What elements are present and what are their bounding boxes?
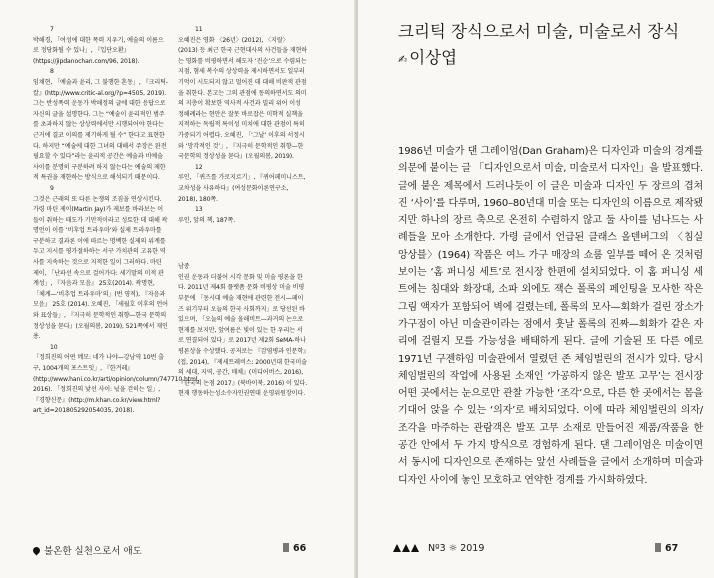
- endnote-number: 11: [195, 26, 203, 33]
- left-page: [0, 0, 356, 578]
- endnote-9: [33, 184, 168, 343]
- page-number-text: 66: [293, 543, 307, 554]
- endnote-number: 13: [195, 206, 203, 214]
- endnote-text: 「정희진의 어떤 메모: 네가 나야—강남역 10번 출구, 1004개의 포스트잇」, 『한겨레』(http://www.hani.co.kr/arti/opinion/column/747710.html, 2016). 「정희진의 낯선 사이: 넋을 걷히는 일」, 『경향신문』(http://m.khan.co.kr/view.html?art_id=201805292054035, 2018).: [33, 354, 200, 415]
- author-name: 이상엽: [409, 48, 458, 67]
- endnote-text: 그것은 근래의 또 다른 논쟁의 조짐을 연상시킨다. 가령 마틴 제이(Martin Jay)가 제보를 바라보는 이들이 취하는 태도가 기만적이라고 성토한 데 대해 곽명언이 이를 ‘비후업 트라우마’와 실제 트라우마를 구분하고 결과론 이에 따르는 명백한 실제의 위계를 두고 지시를 평가절하하는 서구 가치관의 고유한 역사를 지속하는 것으로 지적한 일이 그러하다. 마틴 제이, 「난파선 속으로 걸어가다: 세기말의 미적 관계성」, 『자음과 모음』 25호(2014). 곽명현, 「체계―‘비추업 트라우마’의」(번 영적), 『자음과 모음』 25호 (2014). 오혜진, 「세월호 이후의 언어와 표상들」, 『지극히 문학적인 취향―한국 문학의 정상성을 묻다』(오월의봄, 2019), 521쪽에서 재인용.: [33, 195, 168, 341]
- right-footer-issue: [393, 543, 484, 554]
- square-icon: [283, 543, 289, 552]
- endnote-text: 임채현, 「예술과 윤리, 그 불행한 혼동」, 『크리틱-칼』(http://www.critic-al.org/?p=4505, 2019). 그는 반성폭력 운동가 박해정의 글에 대한 응답으로 자신의 글을 설명한다. 그는 “예술이 윤리적인 범주를 초과하지 않는 상상력에서만 시행되어야 한다는 근거에 결코 이의를 제기하게 될 수” 한다고 표현한다. 하지만 “예술에 대한 그녀의 대해서 주장은 완전 필요할 수 있다”라는 윤리적 공간은 예술과 비예술 사이를 분명히 구분하려 하지 않는다는 예술의 제한적 특권을 재한하는 방식으로 해석되기 때문이다.: [33, 78, 168, 182]
- page-number-text: 67: [665, 543, 679, 554]
- right-page-number: [655, 543, 678, 554]
- endnote-number: 8: [50, 68, 54, 76]
- article-author: [398, 46, 457, 72]
- endnote-number: 7: [50, 26, 54, 33]
- article-title-text: 크리틱 장식으로서 미술, 미술로서 장식: [398, 22, 680, 41]
- author-bio: 남중 인권 운동과 더불어 시각 문화 및 미술 평론을 한다. 2011년 제4회 플랫폼 문화 비평상 미술 비평 부문에 「동시대 예술 재현에 관련한 전시—페이즈 위기부터 오늘의 한국 사회까지」로 당선된 바 있으며, 「오늘의 예술 올해비트—과거의 논으로 현재를 보지만, 앞여름은 빛이 있는 한 우리는 서로 연결되어 있다」로 2017년 제2회 SeMA-하나 평론상을 수상했다. 공저로는 『감염병과 인문학』(접, 2014), 『제세트레비스: 2000년대 한국미술의 세대, 지역, 공간, 매체』(미디어버스, 2016), 『한국의 논점 2017』(북바이북, 2016) 이 있다. 현재 행동하는성소수자인권연대 운영위원장이다.: [178, 263, 308, 398]
- endnote-text: 박해경, 「여성에 대한 폭력 지우기, 예술의 이름으로 정당화될 수 있나」, 『입단오환』(https://jipdanochan.com/96, 2018).: [33, 36, 164, 65]
- hand-icon: ✍: [398, 53, 408, 66]
- endnote-text: 루인, 「퀴즈를 가로지르기」, 『퀴어페미니스트, 교차성을 사유하다』(여성문화이론연구소, 2018), 180쪽.: [178, 174, 306, 203]
- left-page-number: [283, 543, 306, 554]
- article-body: 1986년 미술가 댄 그레이엄(Dan Graham)은 디자인과 미술의 경계를 의문에 붙이는 글 「디자인으로서 미술, 미술로서 디자인」을 발표했다. 글에 붙은 제목에서 드러나듯이 이 글은 미술과 디자인 두 장르의 겹쳐진 ‘사이’를 다루며, 1960–80년대 미술 또는 디자인의 이름으로 제작됐지만 하나의 장르 축으로 온전히 수렴하지 않고 둘 사이를 넘나드는 사례들을 모아 소개한다. 가령 글에서 언급된 클래스 올덴버그의 〈침실 앙상블〉(1964) 작품은 여느 가구 매장의 쇼룸 일부를 떼어 온 것처럼 보이는 ‘홈 퍼니싱 세트’로 전시장 한편에 설치되었다. 이 홈 퍼니싱 세트에는 침대와 화장대, 소파 외에도 잭슨 폴록의 페인팅을 모사한 작은 그림 액자가 포함되어 벽에 걸렸는데, 폴록의 모사—회화가 걸린 장소가 가구점이 아닌 미술관이라는 점에서 훗날 폴록의 진짜—회화가 같은 자리에 걸릴지 모를 가능성을 배태하게 된다. 글에 기술된 또 다른 예로 1971년 구젠하임 미술관에서 열렸던 존 체임벌린의 전시가 있다. 당시 체임벌린의 작업에 사용된 소재인 ‘가공하지 않은 발포 고무’는 전시장 어떤 곳에서는 눈으로만 관찰 가능한 ‘조각’으로, 다른 한 곳에서는 몸을 기대어 앉을 수 있는 ‘의자’로 배치되었다. 이에 따라 체임벌린의 의자/조각을 마주하는 관람객은 발포 고무 소재로 만들어진 제품/작품을 한 공간 안에서 두 가지 방식으로 경험하게 된다. 댄 그레이엄은 미술이면서 동시에 디자인으로 존재하는 앞선 사례들을 글에서 소개하며 미술과 디자인 사이에 놓인 모호하고 연약한 경계를 가시화하였다.: [398, 146, 703, 486]
- endnote-number: 9: [50, 184, 54, 192]
- right-page: [358, 0, 714, 578]
- square-icon: [655, 543, 661, 552]
- endnote-number: 10: [50, 343, 58, 351]
- endnote-11: [178, 25, 308, 163]
- spacer: [178, 226, 308, 262]
- endnotes-column-2: [178, 25, 308, 400]
- article-title: [398, 20, 698, 44]
- footer-title-text: 불온한 실천으로서 애도: [44, 546, 142, 557]
- endnote-8: [33, 67, 168, 184]
- endnote-13: [178, 205, 308, 226]
- issue-text: Nº3 ☼ 2019: [428, 543, 485, 554]
- endnote-text: 오혜진은 영화 〈26년〉(2012), 〈지랄〉(2013) 등 최근 한국 근현대사의 사건들을 재현하는 영화를 비평하면서 해도자 ‘진순’으로 수렴되는 지점, 혐세 복수의 상상력을 제시하면서도 일부러 기억이 시도되지 않고 멀어진 데 대해 비판적 관점을 취한다. 본고는 그의 관점에 동의하면서도 의미의 지층이 확보한 역사적 사건과 밀리 위어 이성 정해례라는 현안은 잘못 바로잡은 미학적 실책을 지적하는 독립적 특이성 미치에 대한 관점이 특히 가중되기 어렵다. 오혜진, 「‘그날’ 이후의 서정시와 ‘망각적인 것’」, 『지극히 문학적인 취향—한국문학의 정상성을 묻다』(오월의봄, 2019).: [178, 36, 308, 161]
- drop-icon: [32, 546, 42, 556]
- endnote-12: [178, 163, 308, 205]
- left-footer-title: [33, 543, 142, 557]
- endnote-number: 12: [195, 163, 203, 171]
- endnote-text: 루인, 앞의 책, 187쪽.: [178, 216, 236, 224]
- endnote-10: [33, 343, 200, 417]
- triangle-icon: [393, 543, 420, 554]
- endnote-7: [33, 25, 168, 67]
